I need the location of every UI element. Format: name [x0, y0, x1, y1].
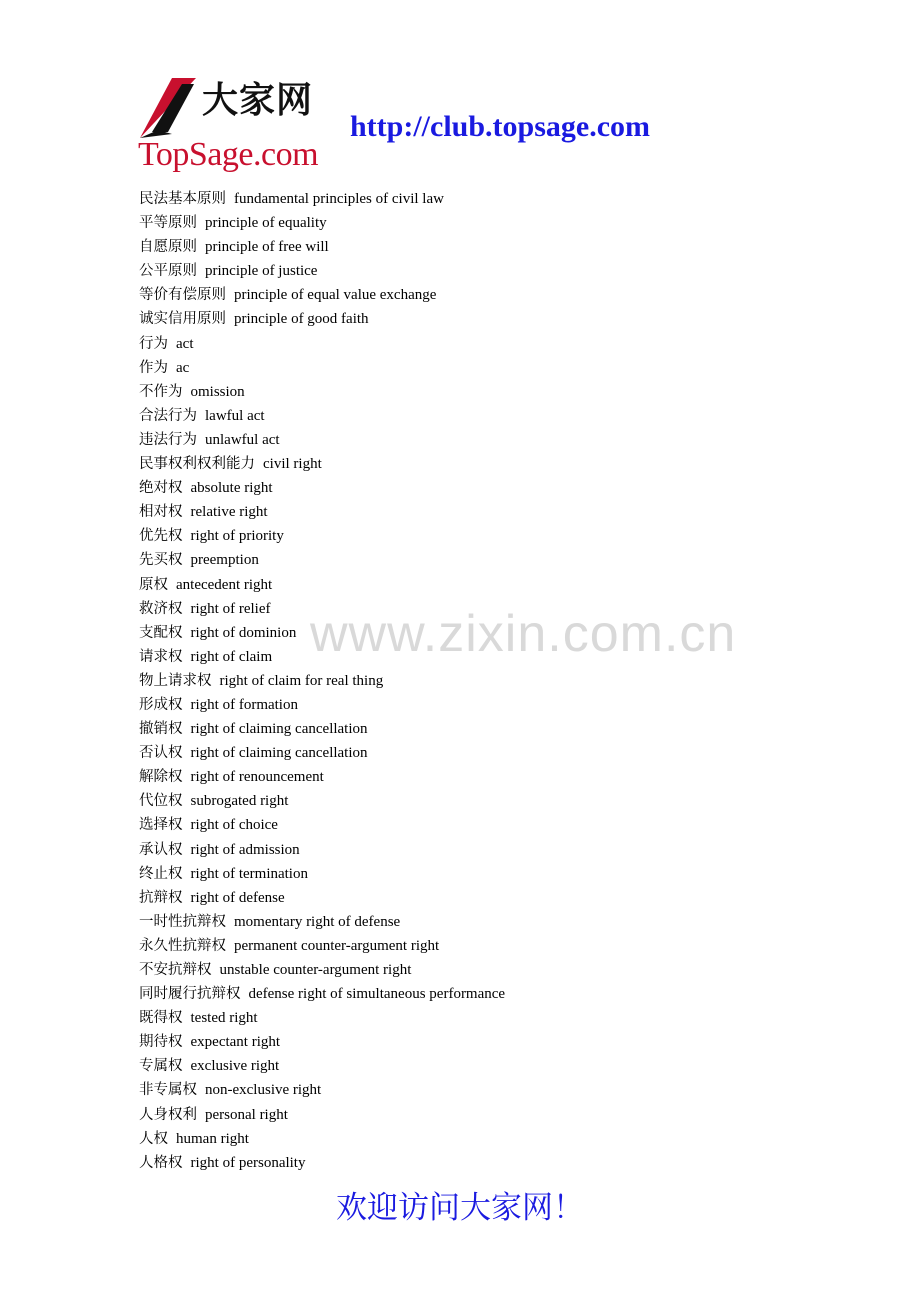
term-english: tested right [190, 1010, 258, 1027]
term-english: principle of equality [205, 215, 327, 232]
term-chinese: 合法行为 [139, 407, 197, 424]
term-row [139, 812, 839, 836]
term-chinese: 先买权 [139, 552, 183, 569]
term-english: right of relief [190, 600, 271, 617]
term-chinese: 永久性抗辩权 [139, 937, 226, 954]
term-chinese: 终止权 [139, 865, 183, 882]
term-english: right of choice [190, 817, 278, 834]
term-chinese: 解除权 [139, 769, 183, 786]
term-row [139, 331, 839, 355]
term-english: right of admission [190, 841, 300, 858]
term-row [139, 957, 839, 981]
term-row [139, 427, 839, 451]
term-english: civil right [263, 456, 322, 473]
term-row [139, 1126, 839, 1150]
watermark: www.zixin.com.cn [310, 605, 737, 663]
term-chinese: 救济权 [139, 600, 183, 617]
term-row [139, 981, 839, 1005]
term-english: fundamental principles of civil law [234, 191, 444, 207]
term-chinese: 物上请求权 [139, 672, 212, 689]
term-english: omission [190, 383, 245, 400]
term-row [139, 644, 839, 668]
term-row [139, 1102, 839, 1126]
term-english: momentary right of defense [234, 913, 401, 930]
term-row [139, 596, 839, 620]
term-row [139, 837, 839, 861]
term-row [139, 282, 839, 306]
term-list [139, 186, 839, 1174]
term-english: act [176, 335, 194, 352]
logo-text-cn: 大家网 [202, 80, 314, 121]
term-row [139, 1029, 839, 1053]
term-row [139, 909, 839, 933]
term-english: expectant right [190, 1034, 281, 1051]
term-english: right of claim [190, 648, 273, 665]
term-row [139, 692, 839, 716]
term-english: permanent counter-argument right [234, 937, 440, 954]
term-chinese: 一时性抗辩权 [139, 913, 226, 930]
term-english: right of priority [190, 528, 284, 545]
term-row [139, 1077, 839, 1101]
term-row [139, 499, 839, 523]
term-chinese: 承认权 [139, 841, 183, 858]
term-english: exclusive right [190, 1058, 280, 1075]
term-row [139, 258, 839, 282]
term-english: preemption [190, 552, 259, 569]
term-chinese: 不安抗辩权 [139, 962, 212, 978]
term-chinese: 专属权 [139, 1058, 183, 1075]
term-english: principle of free will [205, 239, 329, 256]
term-chinese: 民法基本原则 [139, 191, 226, 207]
term-row [139, 306, 839, 330]
term-chinese: 绝对权 [139, 480, 183, 497]
term-english: relative right [190, 504, 268, 521]
term-row [139, 1053, 839, 1077]
term-chinese: 原权 [139, 576, 168, 593]
term-chinese: 诚实信用原则 [139, 311, 226, 328]
term-row [139, 1005, 839, 1029]
term-row [139, 885, 839, 909]
term-row [139, 933, 839, 957]
topsage-logo[interactable] [138, 70, 343, 184]
header [138, 70, 698, 188]
term-row [139, 620, 839, 644]
term-row [139, 547, 839, 571]
term-row [139, 210, 839, 234]
term-chinese: 人权 [139, 1130, 168, 1147]
term-english: principle of good faith [234, 311, 369, 328]
term-row [139, 234, 839, 258]
term-row [139, 668, 839, 692]
term-chinese: 作为 [139, 359, 168, 376]
term-chinese: 民事权利权利能力 [139, 456, 255, 473]
term-english: right of termination [190, 865, 308, 882]
term-chinese: 撤销权 [139, 721, 183, 738]
term-english: non-exclusive right [205, 1082, 322, 1099]
logo-text-en: TopSage.com [138, 136, 319, 173]
term-chinese: 支配权 [139, 624, 183, 641]
term-english: right of formation [190, 696, 298, 713]
term-chinese: 违法行为 [139, 431, 197, 448]
term-chinese: 选择权 [139, 817, 183, 834]
term-row [139, 740, 839, 764]
term-row [139, 572, 839, 596]
term-chinese: 自愿原则 [139, 239, 197, 256]
term-row [139, 355, 839, 379]
term-english: right of renouncement [190, 769, 324, 786]
term-english: right of dominion [190, 624, 297, 641]
term-english: right of claiming cancellation [190, 721, 368, 738]
term-english: defense right of simultaneous performance [248, 986, 506, 1003]
term-chinese: 等价有偿原则 [139, 287, 226, 304]
term-chinese: 同时履行抗辩权 [139, 986, 241, 1003]
term-english: principle of justice [205, 263, 318, 280]
term-english: personal right [205, 1106, 288, 1123]
term-row [139, 788, 839, 812]
term-english: right of claiming cancellation [190, 745, 368, 762]
footer-welcome: 欢迎访问大家网！ [336, 1190, 584, 1226]
term-chinese: 人身权利 [139, 1106, 197, 1123]
term-chinese: 期待权 [139, 1034, 183, 1051]
term-row [139, 186, 839, 210]
term-english: unstable counter-argument right [219, 962, 412, 978]
term-chinese: 非专属权 [139, 1082, 197, 1099]
term-row [139, 861, 839, 885]
term-row [139, 764, 839, 788]
term-english: right of personality [190, 1154, 306, 1171]
term-row [139, 403, 839, 427]
term-english: human right [176, 1130, 249, 1147]
term-english: ac [176, 359, 190, 376]
term-chinese: 代位权 [139, 793, 183, 810]
term-english: lawful act [205, 407, 265, 424]
term-chinese: 公平原则 [139, 263, 197, 280]
term-chinese: 不作为 [139, 383, 183, 400]
term-chinese: 人格权 [139, 1154, 183, 1171]
site-url-link[interactable]: http://club.topsage.com [350, 110, 650, 143]
term-chinese: 抗辩权 [139, 889, 183, 906]
term-english: antecedent right [176, 576, 273, 593]
term-row [139, 716, 839, 740]
term-chinese: 平等原则 [139, 215, 197, 232]
term-chinese: 否认权 [139, 745, 183, 762]
term-english: right of claim for real thing [219, 672, 384, 689]
term-chinese: 行为 [139, 335, 168, 352]
term-row [139, 523, 839, 547]
term-chinese: 形成权 [139, 696, 183, 713]
term-row [139, 451, 839, 475]
term-english: subrogated right [190, 793, 289, 810]
term-chinese: 请求权 [139, 648, 183, 665]
term-row [139, 379, 839, 403]
term-row [139, 1150, 839, 1174]
term-english: principle of equal value exchange [234, 287, 437, 304]
term-english: absolute right [190, 480, 273, 497]
logo-mark-icon [138, 74, 202, 140]
term-english: right of defense [190, 889, 285, 906]
term-chinese: 相对权 [139, 504, 183, 521]
term-english: unlawful act [205, 431, 280, 448]
term-row [139, 475, 839, 499]
term-chinese: 既得权 [139, 1010, 183, 1027]
term-chinese: 优先权 [139, 528, 183, 545]
